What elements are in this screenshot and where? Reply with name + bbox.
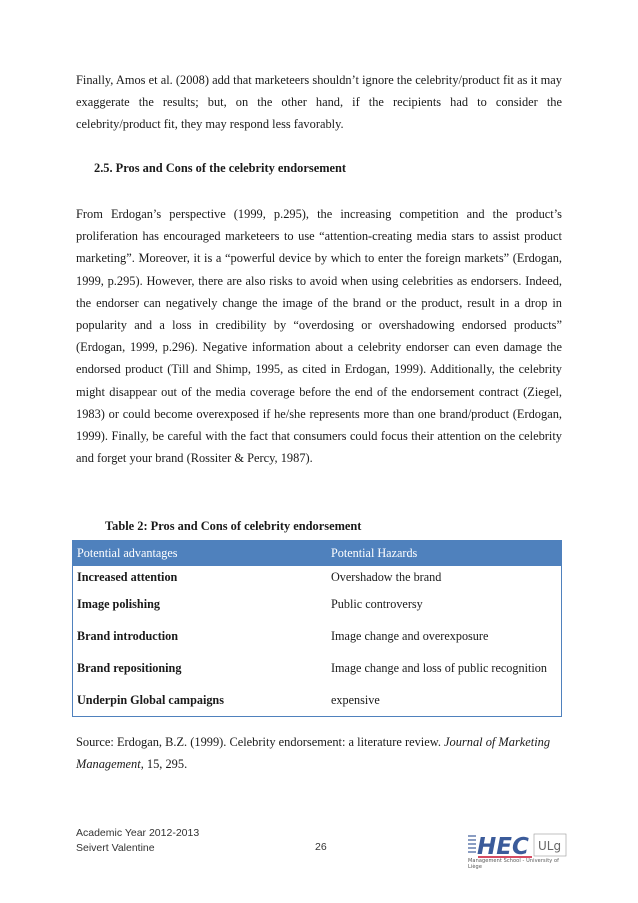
paragraph-1: Finally, Amos et al. (2008) add that marketeers shouldn’t ignore the celebrity/product fit as it may exaggerate the results; but, on the other hand, if the recipients had to consider the celebrity/product fit, they may respond less favorably.: [76, 73, 562, 132]
source-prefix: Source: Erdogan, B.Z. (1999). Celebrity endorsement: a literature review.: [76, 735, 445, 749]
table-row: [73, 566, 562, 589]
table-row: [73, 684, 562, 717]
source-journal: Journal of Marketing Management: [76, 735, 551, 772]
footer-academic-year: Academic Year 2012-2013: [76, 827, 200, 839]
source-suffix: , 15, 295.: [140, 757, 188, 772]
advantage-cell: Brand introduction: [77, 628, 179, 643]
table-row: [73, 620, 562, 652]
logo-ulg-text: ULg: [538, 839, 562, 853]
page-number: 26: [315, 841, 327, 853]
logo-hec-text: HEC: [477, 834, 529, 860]
logo-subtitle: Management School - University of Liège: [468, 858, 560, 870]
table-row: [73, 588, 562, 620]
source-citation: [76, 731, 562, 775]
section-heading: 2.5. Pros and Cons of the celebrity endorsement: [94, 161, 347, 175]
header-advantages: Potential advantages: [73, 541, 328, 566]
table-header-row: [73, 541, 562, 566]
footer-author: Seivert Valentine: [76, 842, 155, 854]
paragraph-2: From Erdogan’s perspective (1999, p.295), the increasing competition and the product’s proliferation has encouraged marketeers to use “attention-creating media stars to assist product marketing”. Moreover, it is a “powerful device by which to enter the foreign markets” (Erdogan, 1999, p.295). However, there are also risks to avoid when using celebrities as endorsers. Indeed, the endorser can negatively change the image of the brand or the product, result in a drop in popularity and a loss in credibility by “overdosing or overshadowing endorsed products” (Erdogan, 1999, p.296). Negative information about a celebrity endorser can even damage the endorsed product (Till and Shimp, 1995, as cited in Erdogan, 1999). Additionally, the celebrity might disappear out of the media coverage before the end of the endorsement contract (Ziegel, 1983) or could become overexposed if he/she represents more than one brand/product (Erdogan, 1999). Finally, be careful with the fact that consumers could focus their attention on the celebrity and forget your brand (Rossiter & Percy, 1987).: [76, 207, 562, 466]
advantage-cell: Image polishing: [77, 596, 160, 611]
table-row: [73, 652, 562, 684]
pros-cons-table: [72, 540, 562, 717]
hazard-cell: Image change and overexposure: [331, 628, 489, 643]
header-hazards: Potential Hazards: [327, 541, 562, 566]
advantage-cell: Underpin Global campaigns: [77, 692, 224, 707]
advantage-cell: Increased attention: [73, 566, 328, 589]
hazard-cell: Public controversy: [331, 596, 423, 611]
footer: [76, 826, 199, 856]
hazard-cell: Overshadow the brand: [327, 566, 562, 589]
advantage-cell: Brand repositioning: [77, 660, 182, 675]
hazard-cell: Image change and loss of public recognition: [331, 660, 547, 675]
hazard-cell: expensive: [331, 692, 380, 707]
table-title: Table 2: Pros and Cons of celebrity endorsement: [105, 519, 362, 533]
